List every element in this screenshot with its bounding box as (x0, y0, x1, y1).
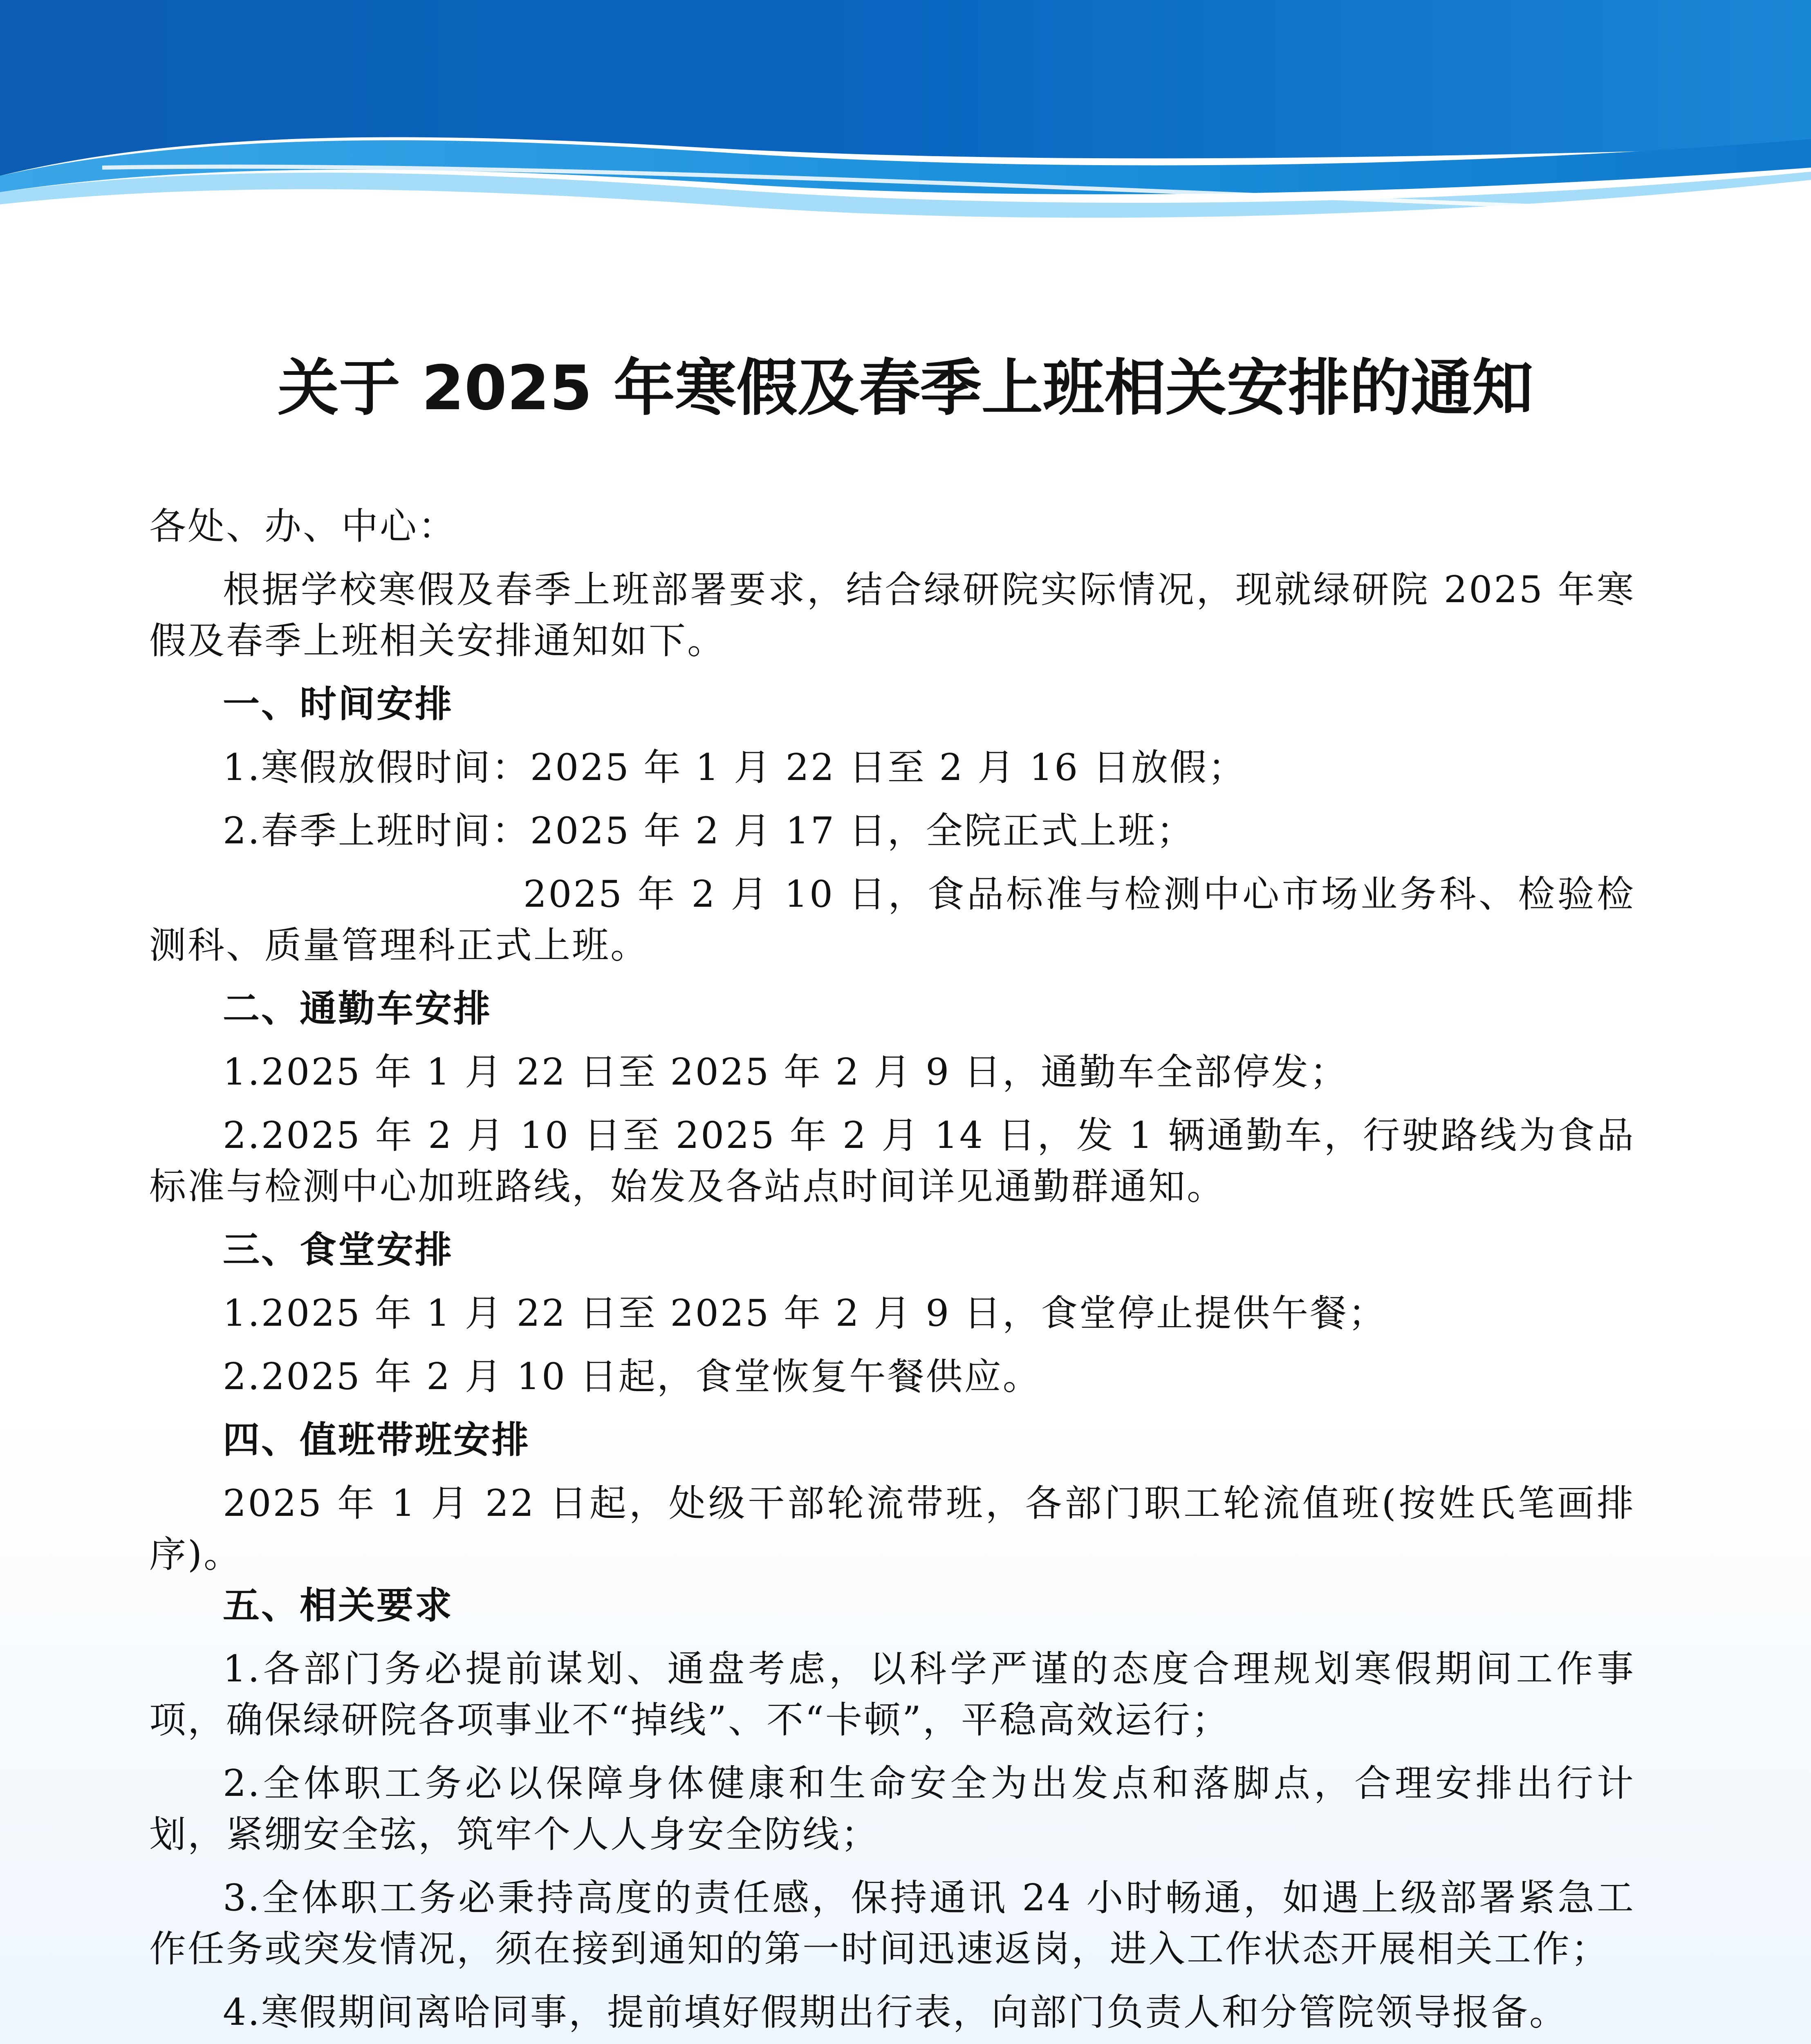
section-item: 1.2025 年 1 月 22 日至 2025 年 2 月 9 日，通勤车全部停发； (223, 1051, 1348, 1094)
top-wave-banner (0, 0, 1811, 245)
section-item: 2.春季上班时间：2025 年 2 月 17 日，全院正式上班； (223, 809, 1195, 852)
section-item: 1.寒假放假时间：2025 年 1 月 22 日至 2 月 16 日放假； (223, 746, 1246, 789)
section-item: 2.全体职工务必以保障身体健康和生命安全为出发点和落脚点，合理安排出行计划，紧绷安全弦，筑牢个人人身安全防线； (149, 1762, 1635, 1856)
section-item: 3.全体职工务必秉持高度的责任感，保持通讯 24 小时畅通，如遇上级部署紧急工作任务或突发情况，须在接到通知的第一时间迅速返岗，进入工作状态开展相关工作； (149, 1876, 1635, 1970)
section-item: 2025 年 2 月 10 日，食品标准与检测中心市场业务科、检验检测科、质量管理科正式上班。 (149, 873, 1635, 967)
section-heading-canteen: 三、食堂安排 (223, 1228, 453, 1271)
document-body (149, 501, 1635, 2044)
intro-paragraph: 根据学校寒假及春季上班部署要求，结合绿研院实际情况，现就绿研院 2025 年寒假及春季上班相关安排通知如下。 (149, 568, 1635, 662)
salutation: 各处、办、中心： (149, 505, 457, 548)
section-item: 1.2025 年 1 月 22 日至 2025 年 2 月 9 日，食堂停止提供午餐； (223, 1292, 1387, 1335)
section-heading-time: 一、时间安排 (223, 683, 453, 726)
section-heading-requirements: 五、相关要求 (223, 1584, 453, 1627)
section-heading-duty: 四、值班带班安排 (223, 1419, 530, 1461)
section-item: 2.2025 年 2 月 10 日至 2025 年 2 月 14 日，发 1 辆通勤车，行驶路线为食品标准与检测中心加班路线，始发及各站点时间详见通勤群通知。 (149, 1114, 1635, 1208)
section-item: 4.寒假期间离哈同事，提前填好假期出行表，向部门负责人和分管院领导报备。 (223, 1991, 1568, 2034)
document-title: 关于 2025 年寒假及春季上班相关安排的通知 (278, 353, 1533, 424)
section-item: 2025 年 1 月 22 日起，处级干部轮流带班，各部门职工轮流值班(按姓氏笔画排序)。 (149, 1482, 1635, 1576)
section-item: 1.各部门务必提前谋划、通盘考虑，以科学严谨的态度合理规划寒假期间工作事项，确保绿研院各项事业不“掉线”、不“卡顿”，平稳高效运行； (149, 1647, 1635, 1741)
section-heading-shuttle: 二、通勤车安排 (223, 987, 492, 1030)
section-item: 2.2025 年 2 月 10 日起，食堂恢复午餐供应。 (223, 1355, 1041, 1398)
